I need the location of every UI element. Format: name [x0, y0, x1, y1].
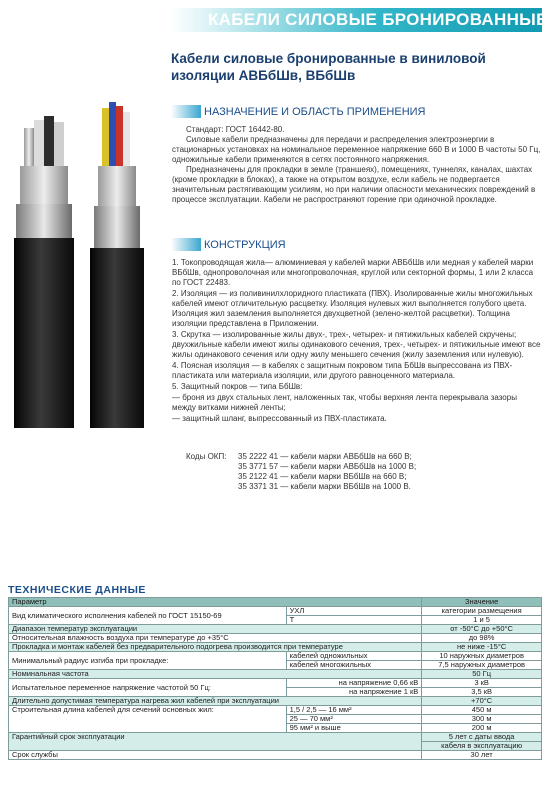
tech-data-title: ТЕХНИЧЕСКИЕ ДАННЫЕ — [8, 584, 146, 596]
construction-item: 2. Изоляция — из поливинилхлоридного пластиката (ПВХ). Изолированные жилы многожильных кабелей имеют отличительную расцветку. Изоляция нулевых жил выполняется голубого цвета. Изоляция жил заземления выполняется двухцветной (зелено-желтой расцветки). Толщина изоляции представлена в Приложении. — [172, 289, 533, 328]
table-row: Относительная влажность воздуха при температуре до +35°С до 98% — [9, 634, 542, 643]
cable-illustration — [6, 88, 158, 428]
table-row: Т 1 и 5 — [9, 616, 542, 625]
construction-item: 1. Токопроводящая жила— алюминиевая у кабелей марки АВБбШв или медная у кабелей марки ВБбШв, однопроволочная или многопроволочная, круглой или секторной формы, 1 или 2 класса по ГОСТ 22483. — [172, 258, 534, 287]
okp-code: 35 3771 57 — кабели марки АВБбШв на 1000 В; — [238, 462, 417, 471]
table-row: Минимальный радиус изгиба при прокладке: кабелей одножильных 10 наружных диаметров — [9, 652, 542, 661]
construction-item: 4. Поясная изоляция — в кабелях с защитным покровом типа БбШв выпрессована из ПВХ-пластиката или материала изоляции, или другого равноценного материала. — [172, 361, 513, 380]
okp-codes — [186, 452, 416, 492]
tech-data-table — [8, 597, 542, 760]
okp-code: 35 2122 41 — кабели марки ВБбШв на 660 В; — [238, 472, 407, 481]
table-row: 25 — 70 мм² 300 м — [9, 715, 542, 724]
banner-title: КАБЕЛИ СИЛОВЫЕ БРОНИРОВАННЫЕ — [208, 10, 548, 29]
heading-bar — [171, 238, 201, 251]
table-row: Гарантийный срок эксплуатации 5 лет с даты ввода — [9, 733, 542, 742]
table-row: Испытательное переменное напряжение частотой 50 Гц: на напряжение 0,66 кВ 3 кВ — [9, 679, 542, 688]
okp-code: 35 2222 41 — кабели марки АВБбШв на 660 В; — [238, 452, 412, 461]
okp-label: Коды ОКП: — [186, 452, 227, 461]
table-row: Вид климатического исполнения кабелей по ГОСТ 15150-69 УХЛ категории размещения — [9, 607, 542, 616]
standard-line: Стандарт: ГОСТ 16442-80. — [186, 125, 285, 134]
table-row: Диапазон температур эксплуатации от -50°С до +50°С — [9, 625, 542, 634]
cable-photo — [6, 88, 158, 428]
purpose-text — [172, 125, 542, 205]
table-row: кабелей многожильных 7,5 наружных диаметров — [9, 661, 542, 670]
table-row: кабеля в эксплуатацию — [9, 742, 542, 751]
table-row: 95 мм² и выше 200 м — [9, 724, 542, 733]
table-row: Длительно допустимая температура нагрева жил кабелей при эксплуатации +70°С — [9, 697, 542, 706]
purpose-paragraph-2: Предназначены для прокладки в земле (траншеях), помещениях, туннелях, каналах, шахтах (кроме прокладки в блоках), а также на открытом воздухе, если кабель не подвергается значительным растягивающим усилиям, но при наличии опасности механических повреждений в процессе эксплуатации. Кабели не распространяют горение при одиночной прокладке. — [172, 165, 536, 204]
construction-item: — защитный шланг, выпрессованный из ПВХ-пластиката. — [172, 414, 387, 423]
construction-item: 3. Скрутка — изолированные жилы двух-, трех-, четырех- и пятижильных кабелей скручены; двухжильные кабели имеют жилы одинакового сечения, трех-, четырех- и пятижильные имеют все жилы одинакового сечения или одну жилу меньшего сечения (жилу заземления или нулевую). — [172, 330, 541, 359]
heading-bar — [171, 105, 201, 118]
page-title: Кабели силовые бронированные в виниловой изоляции АВБбШв, ВБбШв — [171, 51, 486, 83]
table-row: Номинальная частота 50 Гц — [9, 670, 542, 679]
table-row: на напряжение 1 кВ 3,5 кВ — [9, 688, 542, 697]
table-row: Прокладка и монтаж кабелей без предварительного подогрева производится при температуре не ниже -15°С — [9, 643, 542, 652]
param-header: Параметр — [9, 598, 422, 607]
construction-list — [172, 258, 542, 425]
value-header: Значение — [422, 598, 542, 607]
construction-item: — броня из двух стальных лент, наложенных так, чтобы верхняя лента перекрывала зазоры между витками нижней ленты; — [172, 393, 517, 412]
table-row: Строительная длина кабелей для сечений основных жил: 1,5 / 2,5 — 16 мм² 450 м — [9, 706, 542, 715]
table-row: Срок службы 30 лет — [9, 751, 542, 760]
okp-code: 35 3371 31 — кабели марки ВБбШв на 1000 В. — [238, 482, 411, 491]
construction-item: 5. Защитный покров — типа БбШв: — [172, 382, 303, 391]
purpose-paragraph-1: Силовые кабели предназначены для передачи и распределения электроэнергии в стационарных установках на номинальное переменное напряжение 660 В и 1000 В частоты 50 Гц, одножильные кабели применяются в сетях постоянного напряжения. — [172, 135, 541, 164]
